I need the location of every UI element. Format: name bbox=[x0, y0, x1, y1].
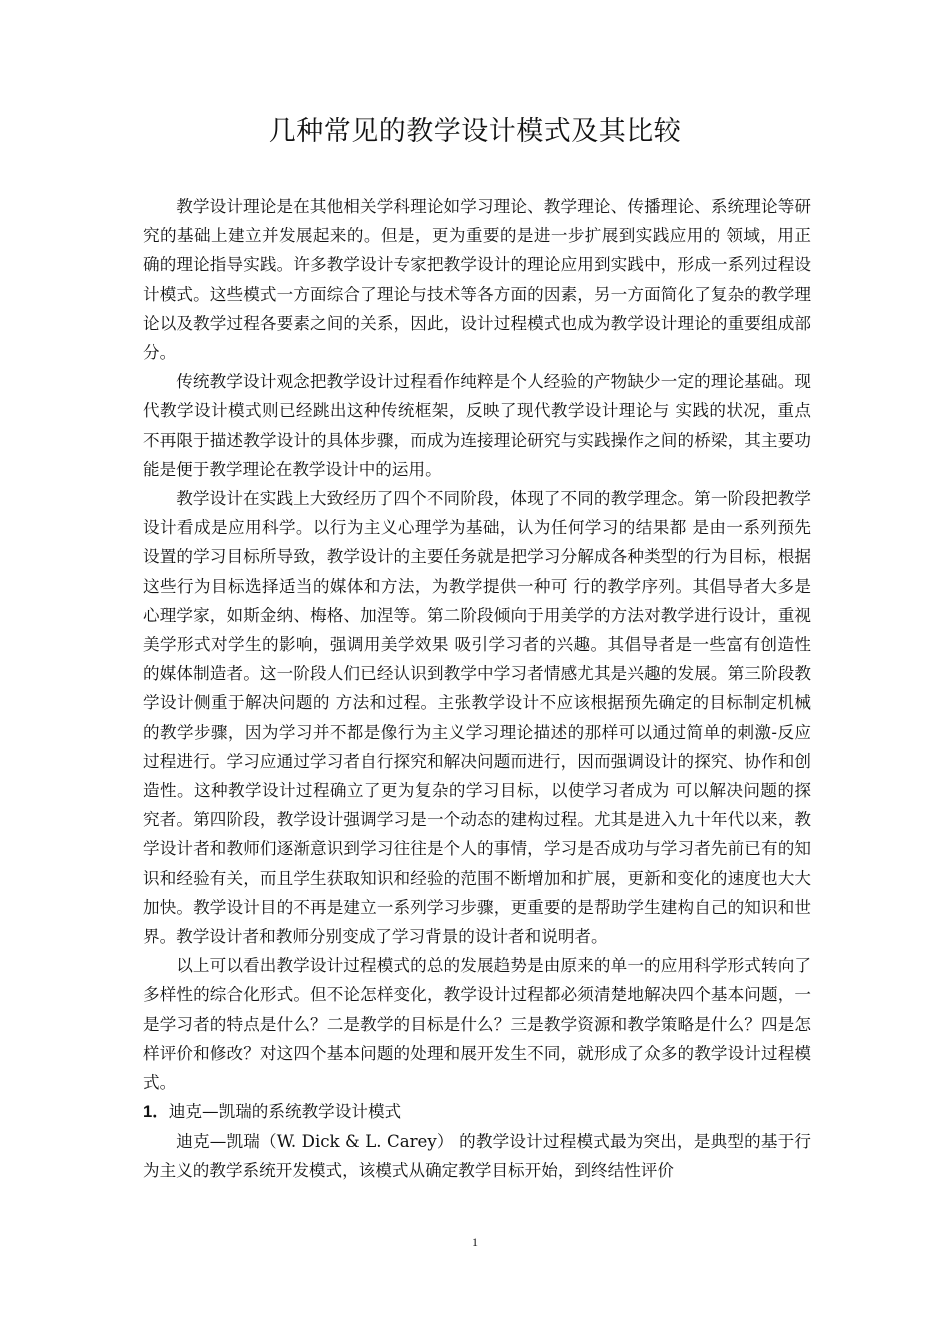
section-heading bbox=[143, 1097, 811, 1126]
section-number: 1． bbox=[143, 1102, 169, 1122]
paragraph-intro: 教学设计理论是在其他相关学科理论如学习理论、教学理论、传播理论、系统理论等研究的基础上建立并发展起来的。但是，更为重要的是进一步扩展到实践应用的 领域，用正确的理论指导实践。许多教学设计专家把教学设计的理论应用到实践中，形成一系列过程设计模式。这些模式一方面综合了理论与技术等各方面的因素，另一方面简化了复杂的教学理论以及教学过程各要素之间的关系，因此，设计过程模式也成为教学设计理论的重要组成部分。 bbox=[143, 197, 811, 363]
section-heading-text: 迪克—凯瑞的系统教学设计模式 bbox=[168, 1102, 402, 1122]
paragraph-dick-carey: 迪克—凯瑞（W. Dick & L. Carey） 的教学设计过程模式最为突出，是典型的基于行为主义的教学系统开发模式，该模式从确定教学目标开始，到终结性评价 bbox=[143, 1131, 811, 1180]
paragraph-development-trend: 以上可以看出教学设计过程模式的总的发展趋势是由原来的单一的应用科学形式转向了多样性的综合化形式。但不论怎样变化，教学设计过程都必须清楚地解决四个基本问题，一是学习者的特点是什么？二是教学的目标是什么？三是教学资源和教学策略是什么？四是怎样评价和修改？对这四个基本问题的处理和展开发生不同，就形成了众多的教学设计过程模式。 bbox=[143, 956, 811, 1093]
paragraph-traditional-design: 传统教学设计观念把教学设计过程看作纯粹是个人经验的产物缺少一定的理论基础。现代教学设计模式则已经跳出这种传统框架，反映了现代教学设计理论与 实践的状况，重点不再限于描述教学设计的具体步骤，而成为连接理论研究与实践操作之间的桥梁，其主要功能是便于教学理论在教学设计中的运用。 bbox=[143, 372, 811, 479]
document-body bbox=[143, 192, 811, 1185]
page-number: 1 bbox=[472, 1235, 478, 1249]
document-title: 几种常见的教学设计模式及其比较 bbox=[268, 116, 682, 147]
paragraph-four-stages: 教学设计在实践上大致经历了四个不同阶段，体现了不同的教学理念。第一阶段把教学设计看成是应用科学。以行为主义心理学为基础，认为任何学习的结果都 是由一系列预先设置的学习目标所导致，教学设计的主要任务就是把学习分解成各种类型的行为目标，根据这些行为目标选择适当的媒体和方法，为教学提供一种可 行的教学序列。其倡导者大多是心理学家，如斯金纳、梅格、加涅等。第二阶段倾向于用美学的方法对教学进行设计，重视美学形式对学生的影响，强调用美学效果 吸引学习者的兴趣。其倡导者是一些富有创造性的媒体制造者。这一阶段人们已经认识到教学中学习者情感尤其是兴趣的发展。第三阶段教学设计侧重于解决问题的 方法和过程。主张教学设计不应该根据预先确定的目标制定机械的教学步骤，因为学习并不都是像行为主义学习理论描述的那样可以通过简单的刺激-反应过程进行。学习应通过学习者自行探究和解决问题而进行，因而强调设计的探究、协作和创造性。这种教学设计过程确立了更为复杂的学习目标，以使学习者成为 可以解决问题的探究者。第四阶段，教学设计强调学习是一个动态的建构过程。尤其是进入九十年代以来，教学设计者和教师们逐渐意识到学习往往是个人的事情，学习是否成功与学习者先前已有的知识和经验有关，而且学生获取知识和经验的范围不断增加和扩展，更新和变化的速度也大大加快。教学设计目的不再是建立一系列学习步骤，更重要的是帮助学生建构自己的知识和世界。教学设计者和教师分别变成了学习背景的设计者和说明者。 bbox=[143, 489, 811, 947]
